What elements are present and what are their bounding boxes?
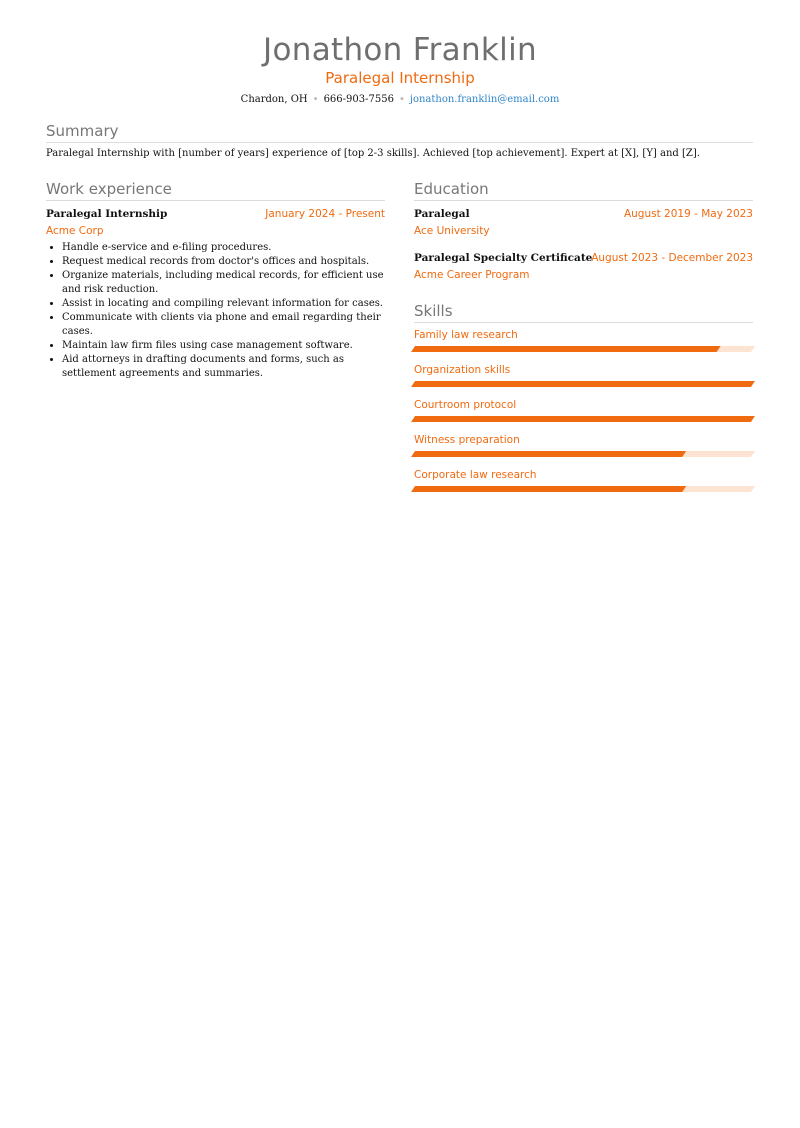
skill-bar: [411, 381, 755, 387]
contact-line: [0, 92, 800, 108]
skill-bar-fill: [411, 451, 686, 457]
skill-bar-fill: [411, 416, 755, 422]
right-column: [414, 179, 753, 502]
skill-name: Family law research: [414, 329, 518, 341]
job-title: Paralegal Internship: [46, 208, 168, 220]
skill-item: [414, 362, 753, 387]
job-bullet: • Handle e-service and e-filing procedures.: [62, 241, 385, 255]
skill-name: Organization skills: [414, 364, 511, 376]
skill-bar-fill: [411, 346, 721, 352]
separator-dot-icon: •: [312, 94, 319, 105]
job-bullets: [46, 241, 385, 381]
summary-text: Paralegal Internship with [number of years] experience of [top 2-3 skills]. Achieved [top achievement]. Expert at [X], [Y] and [Z].: [46, 148, 700, 159]
skill-bar: [411, 451, 755, 457]
work-entry: [46, 207, 385, 381]
degree-date: August 2019 - May 2023: [623, 208, 753, 220]
summary-section: [46, 121, 753, 162]
education-entry: [414, 251, 753, 283]
job-bullet: • Maintain law firm files using case management software.: [62, 339, 385, 353]
email-link[interactable]: jonathon.franklin@email.com: [409, 94, 560, 105]
degree-date: August 2023 - December 2023: [591, 252, 753, 264]
skill-item: [414, 397, 753, 422]
skill-bar: [411, 486, 755, 492]
job-bullet: • Organize materials, including medical records, for efficient use and risk reduction.: [62, 269, 385, 297]
job-date: January 2024 - Present: [265, 208, 385, 220]
education-heading: Education: [414, 179, 753, 201]
work-experience-section: [46, 179, 385, 381]
job-bullet: • Communicate with clients via phone and email regarding their cases.: [62, 311, 385, 339]
skill-bar-fill: [411, 486, 686, 492]
summary-heading: Summary: [46, 121, 753, 143]
job-bullet: • Aid attorneys in drafting documents and forms, such as settlement agreements and summaries.: [62, 353, 385, 381]
skill-bar: [411, 346, 755, 352]
skill-name: Corporate law research: [414, 469, 537, 481]
education-entry: [414, 207, 753, 239]
job-bullet: • Assist in locating and compiling relevant information for cases.: [62, 297, 385, 311]
skill-item: [414, 467, 753, 492]
phone-text: 666-903-7556: [323, 94, 394, 105]
company-name: Acme Corp: [46, 225, 104, 237]
job-bullet: • Request medical records from doctor's offices and hospitals.: [62, 255, 385, 269]
skill-name: Witness preparation: [414, 434, 520, 446]
degree-title: Paralegal: [414, 208, 470, 220]
degree-title: Paralegal Specialty Certificate: [414, 252, 593, 264]
school-name: Ace University: [414, 225, 490, 237]
skills-section: [414, 301, 753, 492]
skill-bar-fill: [411, 381, 755, 387]
education-section: [414, 179, 753, 283]
skills-heading: Skills: [414, 301, 753, 323]
school-name: Acme Career Program: [414, 269, 530, 281]
skill-bar: [411, 416, 755, 422]
skill-item: [414, 432, 753, 457]
candidate-title: Paralegal Internship: [325, 69, 475, 87]
skill-item: [414, 327, 753, 352]
separator-dot-icon: •: [398, 94, 405, 105]
skill-name: Courtroom protocol: [414, 399, 517, 411]
candidate-name: Jonathon Franklin: [263, 32, 537, 68]
work-experience-heading: Work experience: [46, 179, 385, 201]
location-text: Chardon, OH: [240, 94, 308, 105]
